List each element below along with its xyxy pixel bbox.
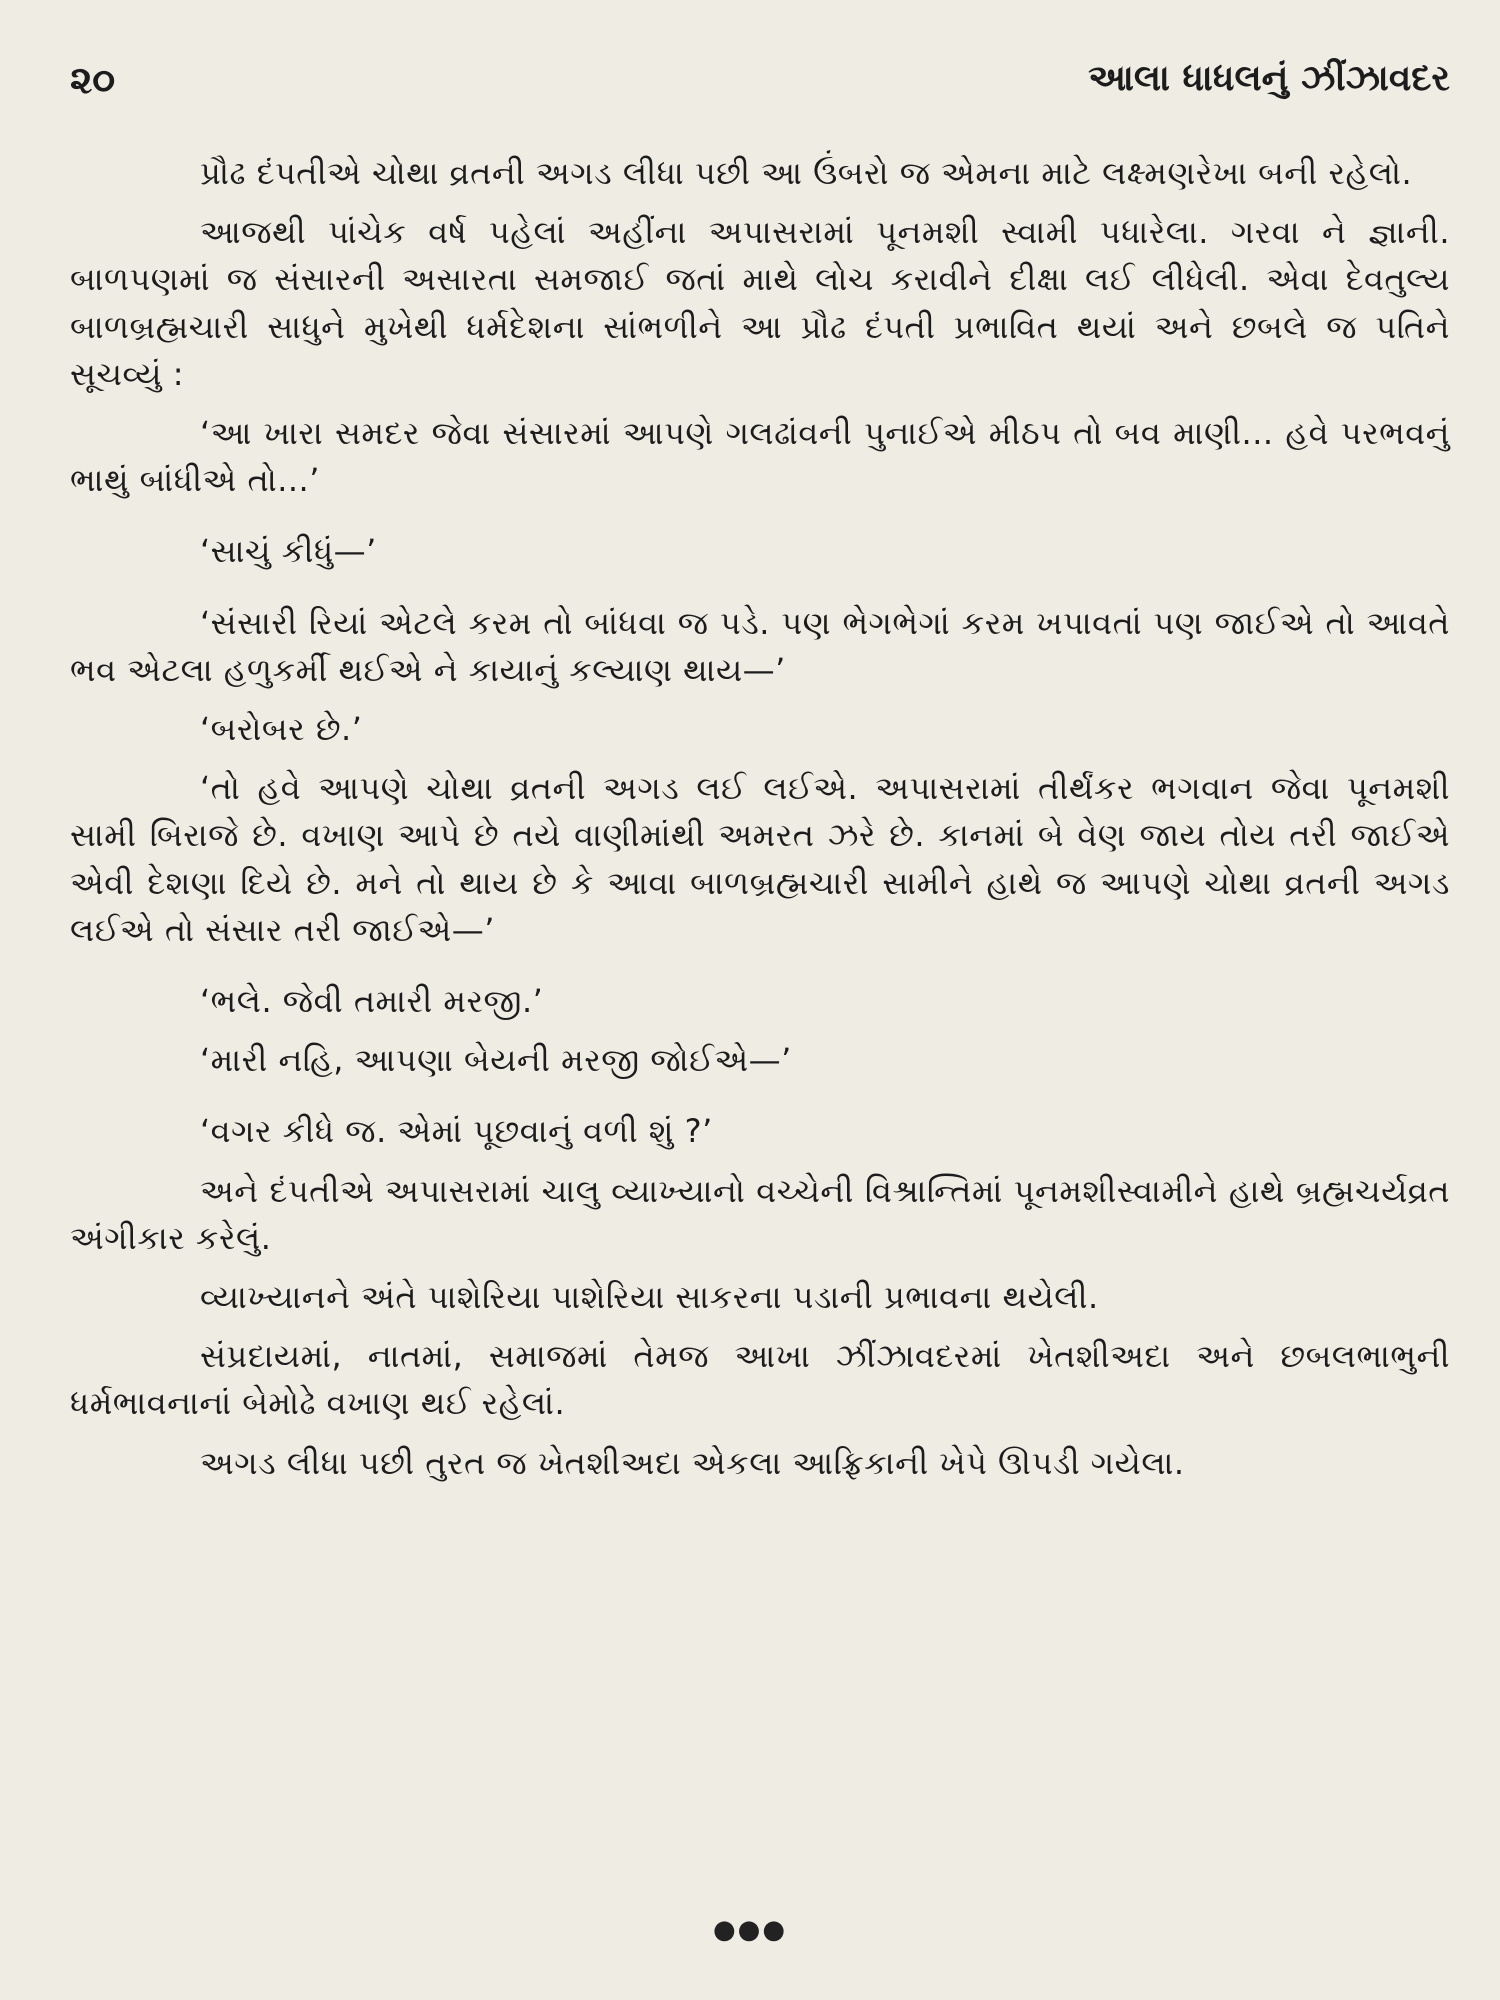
paragraph: સંપ્રદાયમાં, નાતમાં, સમાજમાં તેમજ આખા ઝીંઝાવદરમાં ખેતશીઅદા અને છબલભાભુની ધર્મભાવનાનાં બેમોઢે વખાણ થઈ રહેલાં.	[70, 1337, 1450, 1423]
dialogue-line: ‘આ ખારા સમદર જેવા સંસારમાં આપણે ગલઢાંવની પુનાઈએ મીઠપ તો બવ માણી... હવે પરભવનું ભાથું બાંધીએ તો...’	[70, 414, 1450, 500]
dialogue-line: ‘સંસારી રિયાં એટલે કરમ તો બાંધવા જ પડે. પણ ભેગભેગાં કરમ ખપાવતાં પણ જાઈએ તો આવતે ભવ એટલા હળુકર્મી થઈએ ને કાયાનું કલ્યાણ થાય—’	[70, 603, 1450, 689]
dialogue-line: ‘વગર કીધે જ. એમાં પૂછવાનું વળી શું ?’	[200, 1112, 713, 1151]
paragraph: અને દંપતીએ અપાસરામાં ચાલુ વ્યાખ્યાનો વચ્ચેની વિશ્રાન્તિમાં પૂનમશીસ્વામીને હાથે બ્રહ્મચર્યવ્રત અંગીકાર કરેલું.	[70, 1171, 1450, 1257]
body-text	[70, 150, 1450, 1487]
paragraph: પ્રૌઢ દંપતીએ ચોથા વ્રતની અગડ લીધા પછી આ ઉંબરો જ એમના માટે લક્ષ્મણરેખા બની રહેલો.	[200, 154, 1413, 192]
running-title: આલા ધાધલનું ઝીંઝાવદર	[1088, 58, 1450, 99]
page-header	[70, 58, 1450, 118]
dialogue-line: ‘સાચું કીધું—’	[200, 532, 377, 571]
paragraph: વ્યાખ્યાનને અંતે પાશેરિયા પાશેરિયા સાકરના પડાની પ્રભાવના થયેલી.	[200, 1278, 1099, 1317]
dialogue-line: ‘મારી નહિ, આપણા બેયની મરજી જોઈએ—’	[200, 1041, 792, 1080]
dialogue-line: ‘તો હવે આપણે ચોથા વ્રતની અગડ લઈ લઈએ. અપાસરામાં તીર્થંકર ભગવાન જેવા પૂનમશી સામી બિરાજે છે. વખાણ આપે છે તયે વાણીમાંથી અમરત ઝરે છે. કાનમાં બે વેણ જાય તોય તરી જાઈએ એવી દેશણા દિયે છે. મને તો થાય છે કે આવા બાળબ્રહ્મચારી સામીને હાથે જ આપણે ચોથા વ્રતની અગડ લઈએ તો સંસાર તરી જાઈએ—’	[70, 769, 1450, 949]
dialogue-line: ‘ભલે. જેવી તમારી મરજી.’	[200, 982, 544, 1021]
section-end-ornament: ●●●	[712, 1915, 788, 1945]
paragraph: આજથી પાંચેક વર્ષ પહેલાં અહીંના અપાસરામાં પૂનમશી સ્વામી પધારેલા. ગરવા ને જ્ઞાની. બાળપણમાં જ સંસારની અસારતા સમજાઈ જતાં માથે લોચ કરાવીને દીક્ષા લઈ લીધેલી. એવા દેવતુલ્ય બાળબ્રહ્મચારી સાધુને મુખેથી ધર્મદેશના સાંભળીને આ પ્રૌઢ દંપતી પ્રભાવિત થયાં અને છબલે જ પતિને સૂચવ્યું :	[70, 213, 1450, 393]
dialogue-line: ‘બરોબર છે.’	[200, 710, 363, 749]
paragraph: અગડ લીધા પછી તુરત જ ખેતશીઅદા એકલા આફ્રિકાની ખેપે ઊપડી ગયેલા.	[200, 1443, 1185, 1482]
page-number: ૨૦	[70, 58, 116, 102]
